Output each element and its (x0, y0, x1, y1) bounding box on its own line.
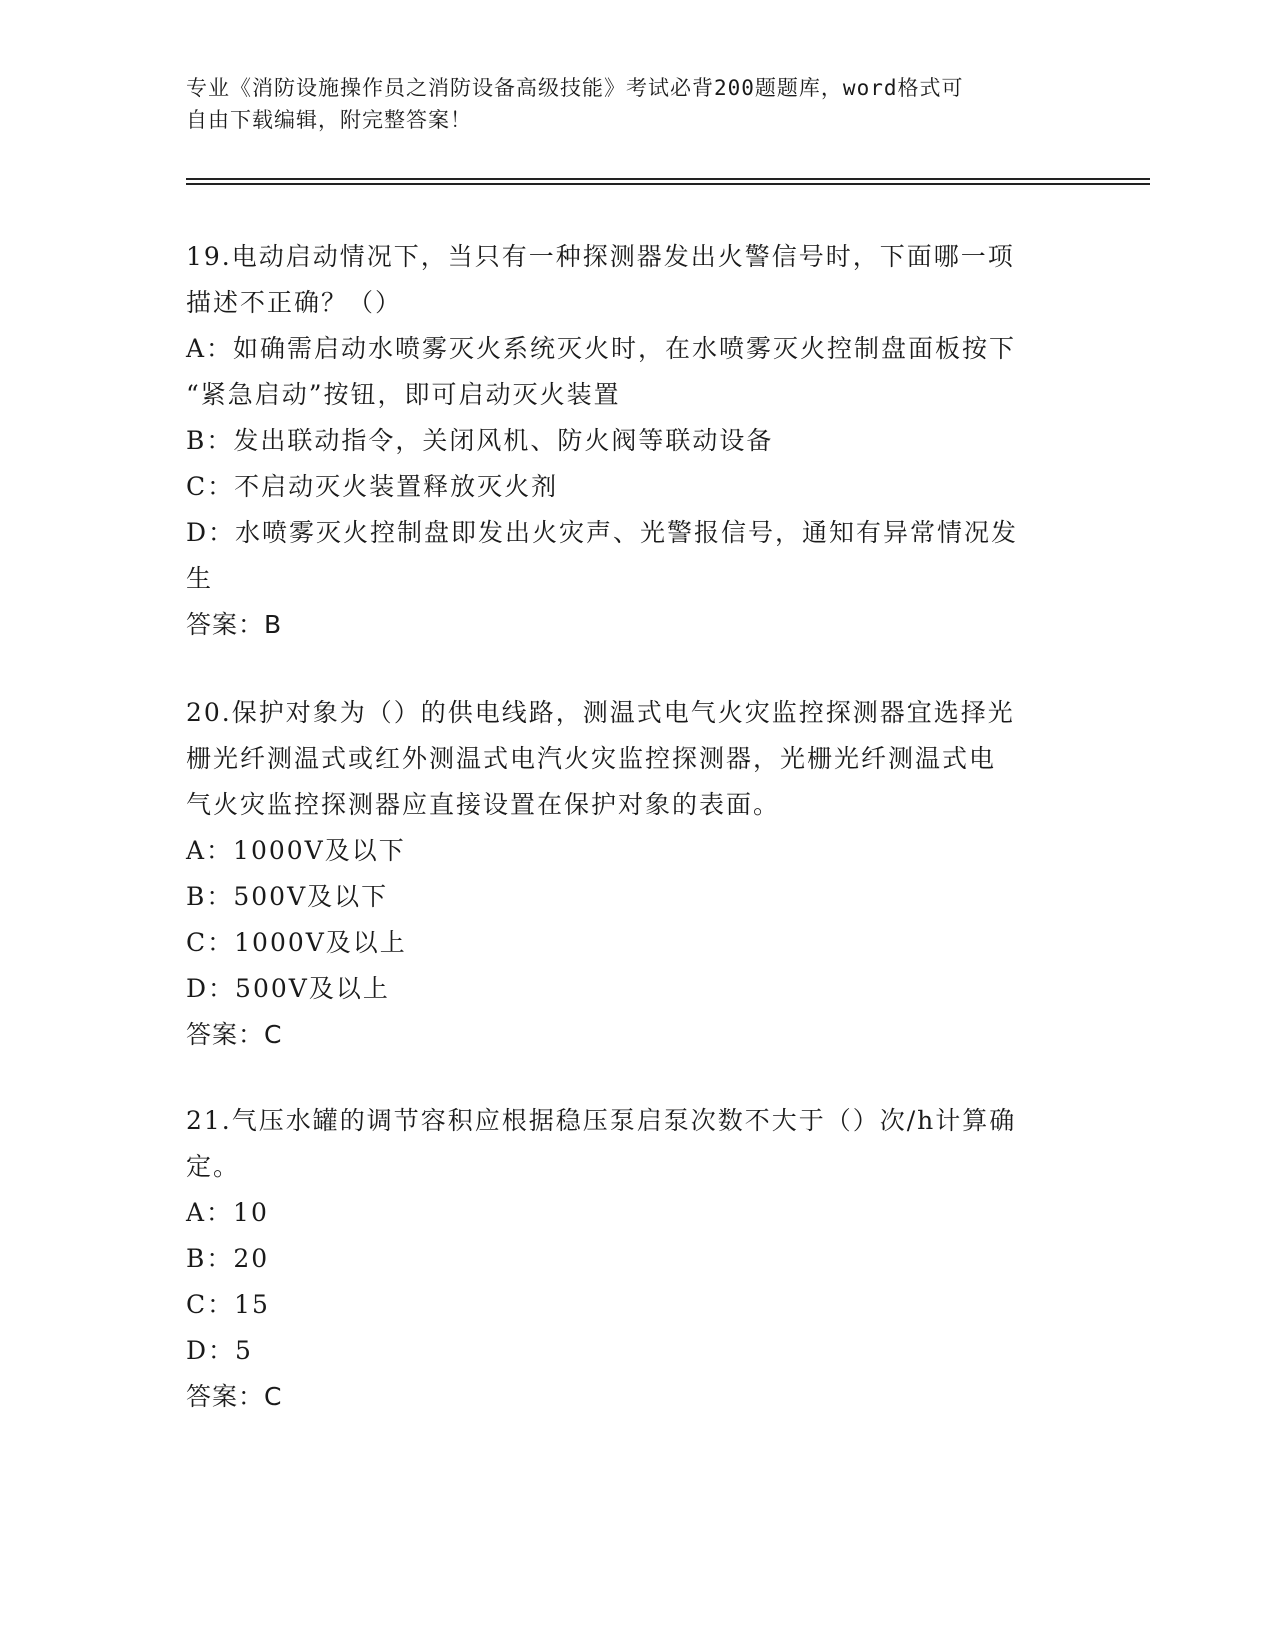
option-a-continued: “紧急启动”按钮，即可启动灭火装置 (186, 380, 621, 409)
answer-label: 答案：C (186, 1020, 283, 1049)
answer-label: 答案：B (186, 610, 283, 639)
option-a: A：如确需启动水喷雾灭火系统灭火时，在水喷雾灭火控制盘面板按下 (186, 334, 1017, 363)
question-text: 栅光纤测温式或红外测温式电汽火灾监控探测器，光栅光纤测温式电 (186, 744, 997, 773)
question-text: 21.气压水罐的调节容积应根据稳压泵启泵次数不大于（）次/h计算确 (186, 1106, 1017, 1135)
header-line: 自由下载编辑，附完整答案！ (186, 108, 472, 132)
option-d: D：水喷雾灭火控制盘即发出火灾声、光警报信号，通知有异常情况发 (186, 518, 1019, 547)
option-b: B：发出联动指令，关闭风机、防火阀等联动设备 (186, 426, 774, 455)
question-text: 描述不正确？（） (186, 288, 403, 317)
question-text: 气火灾监控探测器应直接设置在保护对象的表面。 (186, 790, 781, 819)
option-c: C：不启动灭火装置释放灭火剂 (186, 472, 559, 501)
question-text: 定。 (186, 1152, 241, 1181)
option-a: A：1000V及以下 (186, 836, 406, 865)
header-divider (186, 178, 1150, 180)
option-c: C：15 (186, 1290, 270, 1319)
question-20 (186, 690, 1086, 1058)
answer-label: 答案：C (186, 1382, 283, 1411)
option-d: D：500V及以上 (186, 974, 390, 1003)
option-d-continued: 生 (186, 564, 214, 593)
question-21 (186, 1098, 1086, 1420)
header-line: 专业《消防设施操作员之消防设备高级技能》考试必背200题题库，word格式可 (186, 76, 964, 100)
option-d: D：5 (186, 1336, 253, 1365)
option-c: C：1000V及以上 (186, 928, 407, 957)
option-b: B：500V及以下 (186, 882, 389, 911)
question-19 (186, 234, 1086, 648)
option-a: A：10 (186, 1198, 269, 1227)
option-b: B：20 (186, 1244, 270, 1273)
question-text: 20.保护对象为（）的供电线路，测温式电气火灾监控探测器宜选择光 (186, 698, 1015, 727)
question-text: 19.电动启动情况下，当只有一种探测器发出火警信号时，下面哪一项 (186, 242, 1015, 271)
document-header (186, 72, 1066, 136)
header-divider (186, 183, 1150, 185)
